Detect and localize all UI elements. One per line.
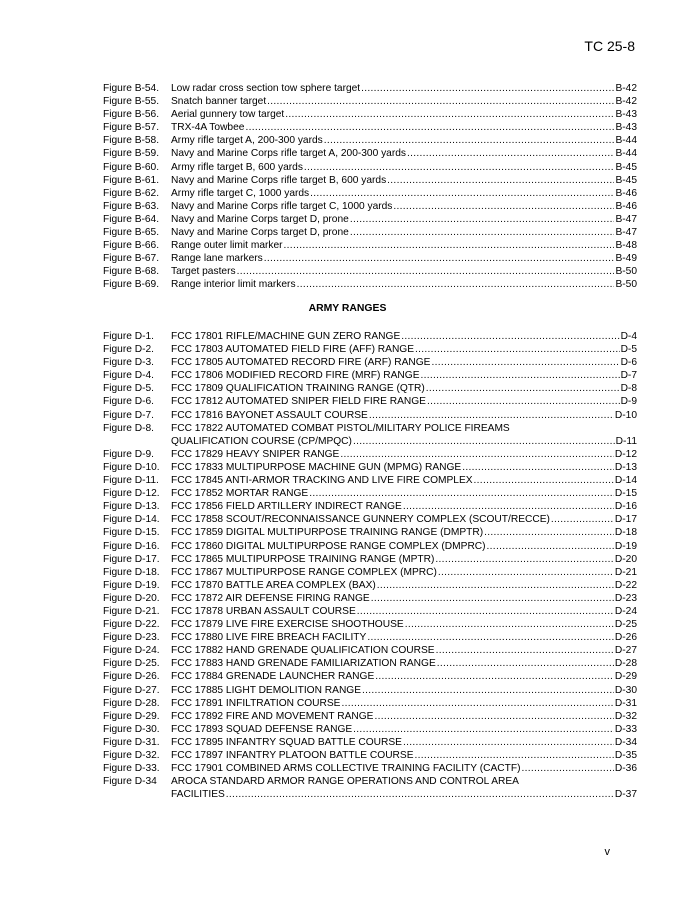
figure-title: FCC 17833 MULTIPURPOSE MACHINE GUN (MPMG) RANGE (171, 461, 462, 473)
page-reference: D-30 (614, 684, 637, 696)
figure-list-army-ranges (103, 330, 637, 801)
toc-entry (103, 697, 637, 710)
figure-number: Figure B-54. (103, 83, 160, 94)
figure-title: Range interior limit markers (171, 279, 296, 291)
dot-leader (350, 213, 615, 226)
page-reference: B-43 (615, 109, 637, 121)
dot-leader (551, 513, 614, 526)
figure-title-continued: FACILITIES (171, 789, 225, 801)
toc-entry (103, 448, 637, 461)
figure-title: FCC 17865 MULTIPURPOSE TRAINING RANGE (MPTR) (171, 553, 435, 565)
figure-title: FCC 17892 FIRE AND MOVEMENT RANGE (171, 710, 374, 722)
figure-number: Figure D-31. (103, 736, 160, 748)
page-reference: D-4 (620, 331, 637, 342)
toc-entry (103, 265, 637, 278)
page-reference: B-44 (615, 135, 637, 147)
page-reference: B-50 (615, 279, 637, 291)
figure-number: Figure B-62. (103, 187, 160, 199)
figure-title: FCC 17852 MORTAR RANGE (171, 488, 309, 500)
toc-entry (103, 395, 637, 408)
dot-leader (403, 500, 614, 513)
document-id: TC 25-8 (584, 38, 635, 54)
figure-title: FCC 17901 COMBINED ARMS COLLECTIVE TRAINING FACILITY (CACTF) (171, 763, 521, 775)
figure-title: FCC 17891 INFILTRATION COURSE (171, 697, 341, 709)
page-reference: D-21 (614, 566, 637, 578)
page-reference: D-13 (614, 461, 637, 473)
figure-title: FCC 17806 MODIFIED RECORD FIRE (MRF) RANGE (171, 370, 420, 382)
toc-entry (103, 161, 637, 174)
figure-title: FCC 17822 AUTOMATED COMBAT PISTOL/MILITARY POLICE FIREAMS (171, 422, 510, 434)
figure-title: FCC 17879 LIVE FIRE EXERCISE SHOOTHOUSE (171, 619, 404, 631)
page-reference: D-33 (614, 723, 637, 735)
toc-entry (103, 95, 637, 108)
figure-number: Figure B-68. (103, 266, 160, 278)
page-reference: D-14 (614, 475, 637, 487)
figure-title: Army rifle target C, 1000 yards (171, 187, 310, 199)
toc-entry (103, 566, 637, 579)
toc-entry (103, 684, 637, 697)
toc-entry-continuation (103, 435, 637, 448)
page-reference: B-50 (615, 266, 637, 278)
toc-entry (103, 330, 637, 343)
figure-number: Figure B-69. (103, 279, 160, 291)
dot-leader (374, 710, 613, 723)
figure-title: FCC 17897 INFANTRY PLATOON BATTLE COURSE (171, 750, 414, 761)
figure-number: Figure D-23. (103, 632, 160, 644)
figure-title: Range lane markers (171, 253, 263, 265)
dot-leader (237, 265, 615, 278)
dot-leader (415, 749, 614, 762)
figure-number: Figure B-67. (103, 253, 160, 265)
figure-title: FCC 17805 AUTOMATED RECORD FIRE (ARF) RANGE (171, 357, 431, 369)
figure-title: FCC 17872 AIR DEFENSE FIRING RANGE (171, 592, 370, 604)
dot-leader (362, 684, 614, 697)
toc-entry (103, 409, 637, 422)
figure-number: Figure D-25. (103, 658, 160, 670)
figure-number: Figure B-65. (103, 227, 160, 239)
page-number: v (604, 846, 610, 858)
dot-leader (353, 435, 615, 448)
figure-title: FCC 17809 QUALIFICATION TRAINING RANGE (QTR) (171, 383, 425, 395)
toc-entry (103, 187, 637, 200)
figure-number: Figure D-26. (103, 671, 160, 683)
toc-entry (103, 618, 637, 631)
toc-entry (103, 226, 637, 239)
page-reference: D-32 (614, 710, 637, 722)
page-reference: D-37 (614, 789, 637, 801)
figure-number: Figure D-2. (103, 344, 154, 356)
dot-leader (310, 187, 614, 200)
dot-leader (387, 174, 614, 187)
figure-title: FCC 17893 SQUAD DEFENSE RANGE (171, 723, 353, 735)
page-reference: B-42 (615, 83, 637, 94)
dot-leader (353, 723, 614, 736)
figure-title: FCC 17859 DIGITAL MULTIPURPOSE TRAINING RANGE (DMPTR) (171, 527, 484, 539)
figure-number: Figure D-4. (103, 370, 154, 382)
dot-leader (431, 356, 619, 369)
figure-title: Navy and Marine Corps rifle target C, 1000 yards (171, 200, 393, 212)
toc-entry (103, 278, 637, 291)
figure-title: Navy and Marine Corps rifle target B, 600 yards (171, 174, 387, 186)
figure-title: TRX-4A Towbee (171, 122, 245, 134)
dot-leader (393, 200, 614, 213)
figure-number: Figure D-14. (103, 514, 160, 526)
figure-number: Figure D-30. (103, 723, 160, 735)
dot-leader (285, 108, 614, 121)
dot-leader (340, 448, 614, 461)
dot-leader (438, 566, 614, 579)
page-reference: B-47 (615, 227, 637, 239)
dot-leader (375, 670, 614, 683)
dot-leader (297, 278, 615, 291)
page-reference: D-16 (614, 501, 637, 513)
figure-number: Figure D-10. (103, 461, 160, 473)
page-reference: D-20 (614, 553, 637, 565)
page-reference: D-34 (614, 736, 637, 748)
toc-entry (103, 553, 637, 566)
figure-number: Figure B-61. (103, 174, 160, 186)
figure-number: Figure D-27. (103, 684, 160, 696)
toc-entry (103, 775, 637, 788)
dot-leader (267, 95, 614, 108)
figure-number: Figure D-29. (103, 710, 160, 722)
dot-leader (367, 631, 614, 644)
toc-entry (103, 749, 637, 762)
dot-leader (309, 487, 614, 500)
dot-leader (341, 697, 613, 710)
figure-title: FCC 17882 HAND GRENADE QUALIFICATION COURSE (171, 645, 435, 657)
page-reference: D-31 (614, 697, 637, 709)
toc-entry (103, 631, 637, 644)
figure-number: Figure D-9. (103, 448, 154, 460)
toc-entry (103, 579, 637, 592)
toc-entry (103, 513, 637, 526)
toc-entry (103, 605, 637, 618)
toc-entry (103, 500, 637, 513)
dot-leader (415, 343, 620, 356)
dot-leader (401, 330, 619, 343)
toc-entry (103, 461, 637, 474)
toc-entry (103, 147, 637, 160)
figure-title: FCC 17812 AUTOMATED SNIPER FIELD FIRE RANGE (171, 396, 426, 408)
figure-number: Figure D-18. (103, 566, 160, 578)
section-title: ARMY RANGES (308, 303, 387, 314)
dot-leader (436, 644, 614, 657)
page-reference: D-24 (614, 605, 637, 617)
figure-title: Navy and Marine Corps rifle target A, 200-300 yards (171, 148, 406, 160)
toc-entry (103, 474, 637, 487)
figure-title: FCC 17858 SCOUT/RECONNAISSANCE GUNNERY COMPLEX (SCOUT/RECCE) (171, 514, 550, 526)
dot-leader (521, 762, 613, 775)
page-reference: B-46 (615, 187, 637, 199)
figure-number: Figure D-17. (103, 553, 160, 565)
page-reference: D-19 (614, 540, 637, 552)
toc-entry (103, 422, 637, 435)
page-reference: D-17 (614, 514, 637, 526)
page-reference: D-35 (614, 750, 637, 761)
dot-leader (284, 239, 615, 252)
figure-title-continued: QUALIFICATION COURSE (CP/MPQC) (171, 435, 352, 447)
figure-title: FCC 17895 INFANTRY SQUAD BATTLE COURSE (171, 736, 402, 748)
page-reference: D-15 (614, 488, 637, 500)
dot-leader (226, 788, 614, 801)
dot-leader (403, 736, 614, 749)
dot-leader (427, 395, 620, 408)
toc-entry (103, 82, 637, 95)
toc-entry (103, 762, 637, 775)
dot-leader (369, 409, 614, 422)
figure-title: Army rifle target B, 600 yards (171, 161, 303, 173)
figure-number: Figure D-33. (103, 763, 160, 775)
figure-number: Figure D-34 (103, 776, 157, 788)
figure-title: FCC 17856 FIELD ARTILLERY INDIRECT RANGE (171, 501, 402, 513)
figure-number: Figure B-59. (103, 148, 160, 160)
page-reference: D-12 (614, 448, 637, 460)
toc-entry (103, 121, 637, 134)
figure-title: Navy and Marine Corps target D, prone (171, 227, 349, 239)
figure-number: Figure B-63. (103, 200, 160, 212)
figure-number: Figure D-6. (103, 396, 154, 408)
figure-title: FCC 17883 HAND GRENADE FAMILIARIZATION RANGE (171, 658, 436, 670)
dot-leader (462, 461, 614, 474)
figure-title: Army rifle target A, 200-300 yards (171, 135, 323, 147)
figure-number: Figure B-64. (103, 213, 160, 225)
figure-number: Figure D-20. (103, 592, 160, 604)
figure-title: Range outer limit marker (171, 240, 283, 252)
page-reference: D-28 (614, 658, 637, 670)
page-reference: D-26 (614, 632, 637, 644)
figure-title: Snatch banner target (171, 96, 267, 108)
toc-entry (103, 540, 637, 553)
figure-number: Figure D-15. (103, 527, 160, 539)
toc-entry (103, 108, 637, 121)
figure-title: FCC 17878 URBAN ASSAULT COURSE (171, 605, 356, 617)
toc-entry (103, 644, 637, 657)
dot-leader (421, 369, 620, 382)
dot-leader (350, 226, 615, 239)
figure-title: Navy and Marine Corps target D, prone (171, 213, 349, 225)
page-reference: D-10 (614, 409, 637, 421)
page-reference: D-22 (614, 579, 637, 591)
figure-number: Figure D-11. (103, 475, 159, 487)
figure-list-b (103, 82, 637, 292)
toc-entry (103, 174, 637, 187)
page-reference: D-8 (620, 383, 637, 395)
dot-leader (324, 134, 615, 147)
dot-leader (426, 382, 620, 395)
page-reference: D-11 (615, 435, 637, 447)
dot-leader (407, 147, 614, 160)
page-reference: B-49 (615, 253, 637, 265)
figure-title: Low radar cross section tow sphere target (171, 83, 361, 94)
page-reference: D-9 (620, 396, 637, 408)
toc-entry (103, 356, 637, 369)
dot-leader (371, 592, 614, 605)
figure-title: FCC 17801 RIFLE/MACHINE GUN ZERO RANGE (171, 331, 401, 342)
figure-number: Figure D-12. (103, 488, 160, 500)
page-reference: D-6 (620, 357, 637, 369)
figure-title: FCC 17867 MULTIPURPOSE RANGE COMPLEX (MPRC) (171, 566, 437, 578)
figure-number: Figure D-19. (103, 579, 160, 591)
page-reference: D-23 (614, 592, 637, 604)
toc-entry (103, 526, 637, 539)
figure-number: Figure D-21. (103, 605, 160, 617)
figure-title: FCC 17884 GRENADE LAUNCHER RANGE (171, 671, 375, 683)
figure-number: Figure B-58. (103, 135, 160, 147)
toc-entry (103, 239, 637, 252)
figure-title: FCC 17885 LIGHT DEMOLITION RANGE (171, 684, 362, 696)
dot-leader (304, 161, 615, 174)
figure-title: FCC 17880 LIVE FIRE BREACH FACILITY (171, 632, 367, 644)
page-reference: D-5 (620, 344, 637, 356)
figure-title: FCC 17829 HEAVY SNIPER RANGE (171, 448, 340, 460)
toc-entry (103, 487, 637, 500)
figure-number: Figure D-13. (103, 501, 160, 513)
page-reference: B-42 (615, 96, 637, 108)
figure-number: Figure D-1. (103, 331, 154, 342)
toc-entry (103, 736, 637, 749)
toc-entry (103, 252, 637, 265)
figure-title: FCC 17816 BAYONET ASSAULT COURSE (171, 409, 368, 421)
figure-title: FCC 17860 DIGITAL MULTIPURPOSE RANGE COMPLEX (DMPRC) (171, 540, 486, 552)
page-reference: B-46 (615, 200, 637, 212)
dot-leader (245, 121, 614, 134)
figure-title: FCC 17845 ANTI-ARMOR TRACKING AND LIVE FIRE COMPLEX (171, 475, 473, 487)
figure-title: AROCA STANDARD ARMOR RANGE OPERATIONS AND CONTROL AREA (171, 776, 519, 788)
figure-number: Figure D-5. (103, 383, 154, 395)
figure-number: Figure D-22. (103, 619, 160, 631)
page-reference: B-48 (615, 240, 637, 252)
toc-entry (103, 134, 637, 147)
figure-title: FCC 17803 AUTOMATED FIELD FIRE (AFF) RANGE (171, 344, 415, 356)
dot-leader (377, 579, 614, 592)
figure-number: Figure D-3. (103, 357, 154, 369)
page-reference: B-47 (615, 213, 637, 225)
toc-entry (103, 670, 637, 683)
dot-leader (484, 526, 614, 539)
page-reference: D-27 (614, 645, 637, 657)
page-reference: D-7 (620, 370, 637, 382)
dot-leader (264, 252, 615, 265)
page-reference: D-25 (614, 619, 637, 631)
toc-entry-continuation (103, 788, 637, 801)
figure-title: FCC 17870 BATTLE AREA COMPLEX (BAX) (171, 579, 376, 591)
dot-leader (435, 553, 613, 566)
figure-number: Figure D-7. (103, 409, 154, 421)
dot-leader (474, 474, 614, 487)
page-reference: B-45 (615, 161, 637, 173)
figure-number: Figure B-56. (103, 109, 160, 121)
page-reference: B-45 (615, 174, 637, 186)
toc-entry (103, 710, 637, 723)
figure-number: Figure B-66. (103, 240, 160, 252)
figure-number: Figure B-57. (103, 122, 160, 134)
toc-entry (103, 343, 637, 356)
page-reference: B-43 (615, 122, 637, 134)
page-reference: B-44 (615, 148, 637, 160)
figure-number: Figure D-32. (103, 750, 160, 761)
toc-entry (103, 213, 637, 226)
page-reference: D-29 (614, 671, 637, 683)
figure-number: Figure D-28. (103, 697, 160, 709)
toc-entry (103, 657, 637, 670)
dot-leader (437, 657, 614, 670)
figure-number: Figure D-16. (103, 540, 160, 552)
figure-number: Figure D-8. (103, 422, 154, 434)
dot-leader (357, 605, 614, 618)
toc-entry (103, 592, 637, 605)
page-reference: D-36 (614, 763, 637, 775)
toc-entry (103, 723, 637, 736)
figure-number: Figure B-60. (103, 161, 160, 173)
toc-entry (103, 200, 637, 213)
page-reference: D-18 (614, 527, 637, 539)
dot-leader (405, 618, 614, 631)
dot-leader (361, 82, 614, 95)
dot-leader (487, 540, 614, 553)
toc-entry (103, 382, 637, 395)
figure-number: Figure B-55. (103, 96, 160, 108)
figure-title: Target pasters (171, 266, 236, 278)
toc-entry (103, 369, 637, 382)
figure-title: Aerial gunnery tow target (171, 109, 285, 121)
figure-number: Figure D-24. (103, 645, 160, 657)
